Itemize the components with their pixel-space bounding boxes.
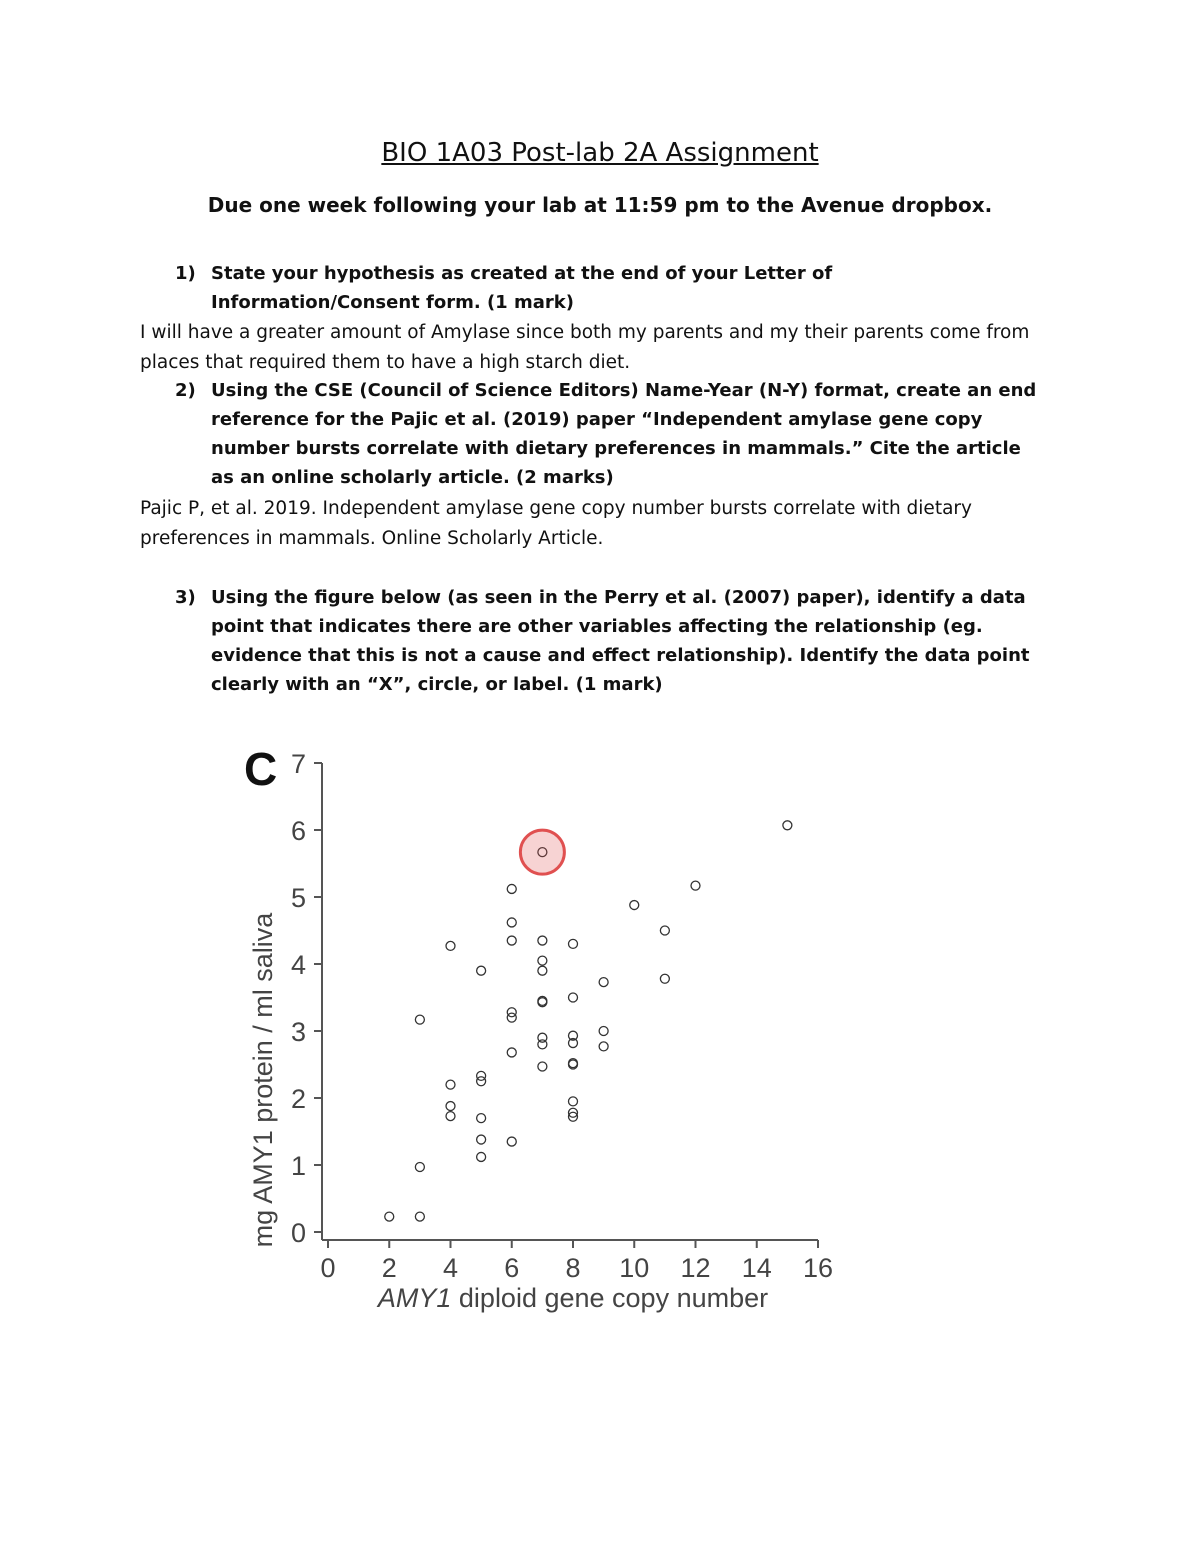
data-point — [599, 978, 608, 987]
data-point — [446, 941, 455, 950]
data-point — [599, 1027, 608, 1036]
data-point — [538, 1062, 547, 1071]
x-tick-label: 16 — [802, 1253, 834, 1283]
data-point — [660, 974, 669, 983]
question-text: Using the CSE (Council of Science Editors) Name-Year (N-Y) format, create an end reference for the Pajic et al. (2019) paper “Independent amylase gene copy number bursts correlate with dietary preferences in mammals.” Cite the article as an online scholarly article. (2 marks) — [211, 380, 1037, 488]
data-point — [507, 936, 516, 945]
question-text: State your hypothesis as created at the end of your Letter of Information/Consent form. (1 mark) — [211, 263, 833, 313]
question-text: Using the figure below (as seen in the Perry et al. (2007) paper), identify a data point that indicates there are other variables affecting the relationship (eg. evidence that this is not a cause and effect relationship). Identify the data point clearly with an “X”, circle, or label. (1 mark) — [211, 587, 1030, 695]
chart-points — [385, 821, 792, 1221]
x-tick-label: 8 — [565, 1253, 581, 1283]
data-point — [446, 1112, 455, 1121]
x-tick-label: 4 — [442, 1253, 459, 1283]
panel-label: C — [244, 743, 278, 795]
data-point — [691, 881, 700, 890]
data-point — [446, 1080, 455, 1089]
chart-svg — [230, 735, 850, 1325]
due-note: Due one week following your lab at 11:59 pm to the Avenue dropbox. — [207, 193, 993, 217]
x-axis-label — [376, 1283, 768, 1313]
question-number: 2) — [175, 380, 196, 401]
x-tick-label: 14 — [741, 1253, 772, 1283]
data-point — [415, 1163, 424, 1172]
data-point — [507, 1008, 516, 1017]
data-point — [538, 966, 547, 975]
data-point — [630, 901, 639, 910]
data-point — [385, 1212, 394, 1221]
data-point — [599, 1042, 608, 1051]
x-tick-label: 0 — [320, 1253, 336, 1283]
data-point — [477, 966, 486, 975]
data-point — [783, 821, 792, 830]
data-point — [446, 1102, 455, 1111]
question-1 — [175, 259, 1045, 317]
data-point — [507, 1048, 516, 1057]
x-tick-label: 12 — [680, 1253, 711, 1283]
data-point — [507, 1137, 516, 1146]
y-tick-label: 1 — [290, 1151, 306, 1181]
y-tick-label: 0 — [290, 1218, 306, 1248]
data-point — [569, 993, 578, 1002]
data-point — [660, 926, 669, 935]
data-point — [415, 1015, 424, 1024]
data-point — [538, 936, 547, 945]
y-tick-label: 7 — [290, 749, 306, 779]
data-point — [477, 1077, 486, 1086]
question-number: 3) — [175, 587, 196, 608]
data-point — [538, 956, 547, 965]
data-point — [477, 1071, 486, 1080]
y-axis-label: mg AMY1 protein / ml saliva — [248, 912, 278, 1248]
answer-1: I will have a greater amount of Amylase since both my parents and my their parents come from places that required them to have a high starch diet. — [140, 322, 1030, 373]
x-axis-label-rest: diploid gene copy number — [451, 1283, 769, 1313]
data-point — [477, 1135, 486, 1144]
chart-axes — [291, 749, 833, 1283]
answer-2: Pajic P, et al. 2019. Independent amylase gene copy number bursts correlate with dietary preferences in mammals. Online Scholarly Article. — [140, 498, 972, 549]
highlight-circle — [520, 830, 564, 874]
x-tick-label: 2 — [381, 1253, 397, 1283]
y-tick-label: 5 — [290, 883, 306, 913]
data-point — [507, 918, 516, 927]
x-tick-label: 6 — [504, 1253, 520, 1283]
data-point — [477, 1114, 486, 1123]
data-point — [538, 1033, 547, 1042]
y-tick-label: 3 — [290, 1017, 306, 1047]
data-point — [507, 1013, 516, 1022]
y-tick-label: 2 — [290, 1084, 306, 1114]
data-point — [477, 1152, 486, 1161]
data-point — [569, 1097, 578, 1106]
scatter-chart — [230, 735, 850, 1329]
page-title: BIO 1A03 Post-lab 2A Assignment — [381, 138, 819, 168]
question-3 — [175, 583, 1045, 699]
question-2 — [175, 376, 1045, 492]
question-number: 1) — [175, 263, 196, 284]
y-tick-label: 4 — [290, 950, 306, 980]
data-point — [507, 884, 516, 893]
data-point — [569, 939, 578, 948]
data-point — [415, 1212, 424, 1221]
x-axis-label-gene: AMY1 — [377, 1283, 452, 1313]
y-tick-label: 6 — [290, 816, 306, 846]
x-tick-label: 10 — [619, 1253, 650, 1283]
